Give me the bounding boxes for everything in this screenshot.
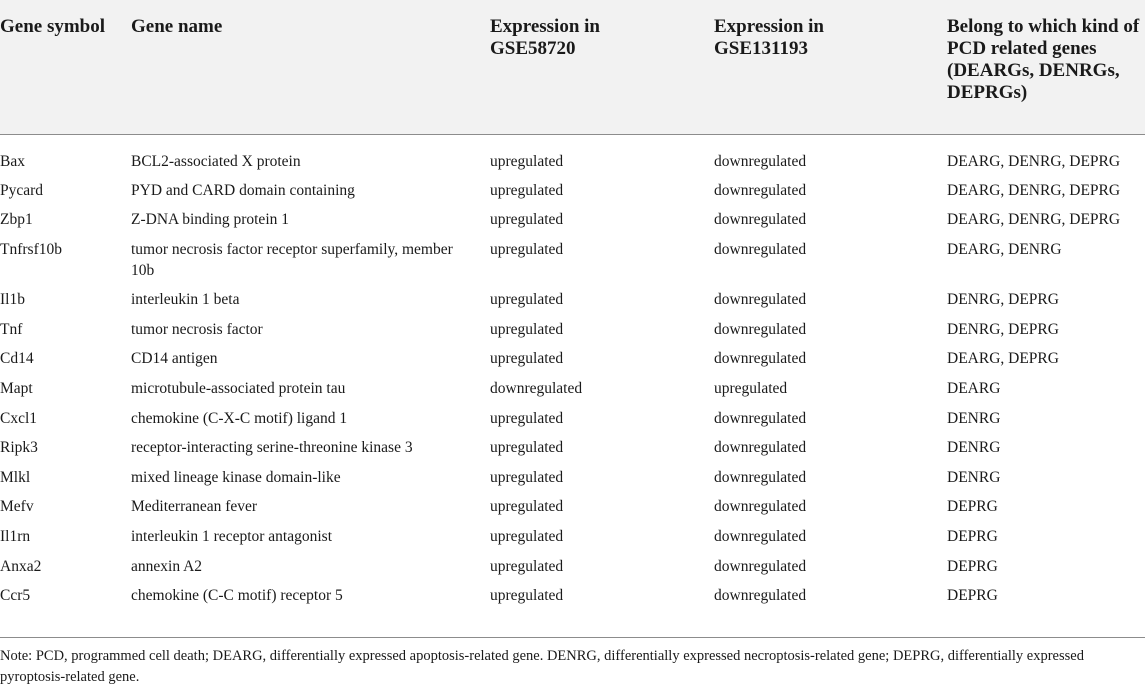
cell-expression-gse131193: downregulated bbox=[714, 350, 807, 368]
cell-expression-gse131193: downregulated bbox=[714, 320, 807, 338]
table-row bbox=[0, 205, 1145, 235]
cell-pcd-category: DENRG bbox=[947, 468, 1001, 486]
table-row bbox=[0, 404, 1145, 434]
cell-pcd-category: DEARG, DENRG, DEPRG bbox=[947, 181, 1121, 199]
cell-expression-gse131193: downregulated bbox=[714, 528, 807, 546]
cell-pcd-category: DENRG, DEPRG bbox=[947, 320, 1059, 338]
cell-expression-gse58720: upregulated bbox=[490, 409, 564, 427]
table-header bbox=[0, 0, 1145, 134]
header-row bbox=[0, 0, 1145, 134]
cell-expression-gse131193: downregulated bbox=[714, 211, 807, 229]
cell-pcd-category: DEPRG bbox=[947, 498, 998, 516]
cell-gene-name: interleukin 1 receptor antagonist bbox=[131, 528, 333, 546]
cell-gene-symbol: Anxa2 bbox=[0, 557, 42, 575]
cell-expression-gse131193: downregulated bbox=[714, 468, 807, 486]
cell-expression-gse58720: upregulated bbox=[490, 350, 564, 368]
table-bottom-rule bbox=[0, 637, 1145, 638]
cell-pcd-category: DEARG, DENRG, DEPRG bbox=[947, 211, 1121, 229]
table-row bbox=[0, 176, 1145, 206]
cell-gene-name: PYD and CARD domain containing bbox=[131, 181, 355, 199]
cell-gene-name: Z-DNA binding protein 1 bbox=[131, 211, 289, 229]
cell-gene-symbol: Tnfrsf10b bbox=[0, 240, 62, 258]
cell-expression-gse58720: upregulated bbox=[490, 240, 564, 258]
cell-pcd-category: DEARG, DENRG bbox=[947, 240, 1062, 258]
cell-expression-gse58720: upregulated bbox=[490, 291, 564, 309]
cell-gene-symbol: Mapt bbox=[0, 380, 33, 398]
cell-expression-gse58720: downregulated bbox=[490, 380, 583, 398]
cell-gene-name: chemokine (C-C motif) receptor 5 bbox=[131, 587, 343, 605]
cell-pcd-category: DEARG bbox=[947, 380, 1001, 398]
table-row bbox=[0, 315, 1145, 345]
cell-gene-name: tumor necrosis factor receptor superfamily, member 10b bbox=[131, 240, 453, 279]
cell-expression-gse58720: upregulated bbox=[490, 152, 564, 170]
cell-expression-gse58720: upregulated bbox=[490, 557, 564, 575]
cell-expression-gse58720: upregulated bbox=[490, 181, 564, 199]
table-row bbox=[0, 492, 1145, 522]
cell-gene-symbol: Bax bbox=[0, 152, 25, 170]
cell-expression-gse58720: upregulated bbox=[490, 439, 564, 457]
table-row bbox=[0, 522, 1145, 552]
table-row bbox=[0, 552, 1145, 582]
table-body bbox=[0, 134, 1145, 611]
table-footnote: Note: PCD, programmed cell death; DEARG, differentially expressed apoptosis-related gene. DENRG, differentially expressed necroptosis-related gene; DEPRG, differentially expressed pyroptosis-related gene. bbox=[0, 648, 1084, 685]
table-row bbox=[0, 463, 1145, 493]
cell-gene-symbol: Il1rn bbox=[0, 528, 31, 546]
cell-expression-gse131193: downregulated bbox=[714, 498, 807, 516]
cell-pcd-category: DEARG, DEPRG bbox=[947, 350, 1059, 368]
table-row bbox=[0, 344, 1145, 374]
cell-gene-name: BCL2-associated X protein bbox=[131, 152, 301, 170]
cell-expression-gse131193: downregulated bbox=[714, 152, 807, 170]
cell-pcd-category: DEPRG bbox=[947, 557, 998, 575]
cell-gene-name: mixed lineage kinase domain-like bbox=[131, 468, 341, 486]
table-row bbox=[0, 134, 1145, 176]
cell-gene-symbol: Cd14 bbox=[0, 350, 34, 368]
cell-expression-gse58720: upregulated bbox=[490, 498, 564, 516]
cell-pcd-category: DEPRG bbox=[947, 587, 998, 605]
header-pcd-category: Belong to which kind of PCD related genes (DEARGs, DENRGs, DEPRGs) bbox=[947, 0, 1145, 134]
table-row bbox=[0, 235, 1145, 286]
header-expression-gse131193: Expression in GSE131193 bbox=[714, 0, 947, 134]
cell-gene-name: annexin A2 bbox=[131, 557, 203, 575]
cell-pcd-category: DEPRG bbox=[947, 528, 998, 546]
table-row bbox=[0, 285, 1145, 315]
cell-gene-symbol: Mefv bbox=[0, 498, 34, 516]
cell-gene-symbol: Tnf bbox=[0, 320, 23, 338]
cell-gene-symbol: Ripk3 bbox=[0, 439, 38, 457]
table-row bbox=[0, 433, 1145, 463]
cell-expression-gse131193: downregulated bbox=[714, 291, 807, 309]
cell-gene-symbol: Zbp1 bbox=[0, 211, 33, 229]
cell-pcd-category: DENRG, DEPRG bbox=[947, 291, 1059, 309]
cell-expression-gse58720: upregulated bbox=[490, 320, 564, 338]
table-row bbox=[0, 581, 1145, 611]
cell-gene-name: interleukin 1 beta bbox=[131, 291, 240, 309]
cell-expression-gse58720: upregulated bbox=[490, 528, 564, 546]
cell-pcd-category: DENRG bbox=[947, 439, 1001, 457]
cell-expression-gse131193: downregulated bbox=[714, 181, 807, 199]
cell-expression-gse58720: upregulated bbox=[490, 587, 564, 605]
cell-expression-gse131193: upregulated bbox=[714, 380, 788, 398]
cell-gene-symbol: Ccr5 bbox=[0, 587, 31, 605]
header-expression-gse58720: Expression in GSE58720 bbox=[490, 0, 714, 134]
cell-expression-gse58720: upregulated bbox=[490, 211, 564, 229]
cell-gene-name: Mediterranean fever bbox=[131, 498, 258, 516]
cell-expression-gse131193: downregulated bbox=[714, 240, 807, 258]
cell-gene-symbol: Il1b bbox=[0, 291, 25, 309]
cell-pcd-category: DEARG, DENRG, DEPRG bbox=[947, 152, 1121, 170]
cell-gene-name: chemokine (C-X-C motif) ligand 1 bbox=[131, 409, 348, 427]
header-gene-name: Gene name bbox=[131, 0, 490, 134]
cell-expression-gse131193: downregulated bbox=[714, 557, 807, 575]
cell-gene-symbol: Mlkl bbox=[0, 468, 31, 486]
cell-gene-name: receptor-interacting serine-threonine kinase 3 bbox=[131, 439, 413, 457]
table-row bbox=[0, 374, 1145, 404]
cell-pcd-category: DENRG bbox=[947, 409, 1001, 427]
cell-gene-symbol: Cxcl1 bbox=[0, 409, 38, 427]
cell-expression-gse131193: downregulated bbox=[714, 587, 807, 605]
cell-gene-name: tumor necrosis factor bbox=[131, 320, 263, 338]
cell-expression-gse131193: downregulated bbox=[714, 409, 807, 427]
cell-expression-gse131193: downregulated bbox=[714, 439, 807, 457]
header-gene-symbol: Gene symbol bbox=[0, 0, 131, 134]
cell-gene-name: CD14 antigen bbox=[131, 350, 218, 368]
cell-gene-name: microtubule-associated protein tau bbox=[131, 380, 346, 398]
cell-expression-gse58720: upregulated bbox=[490, 468, 564, 486]
cell-gene-symbol: Pycard bbox=[0, 181, 44, 199]
